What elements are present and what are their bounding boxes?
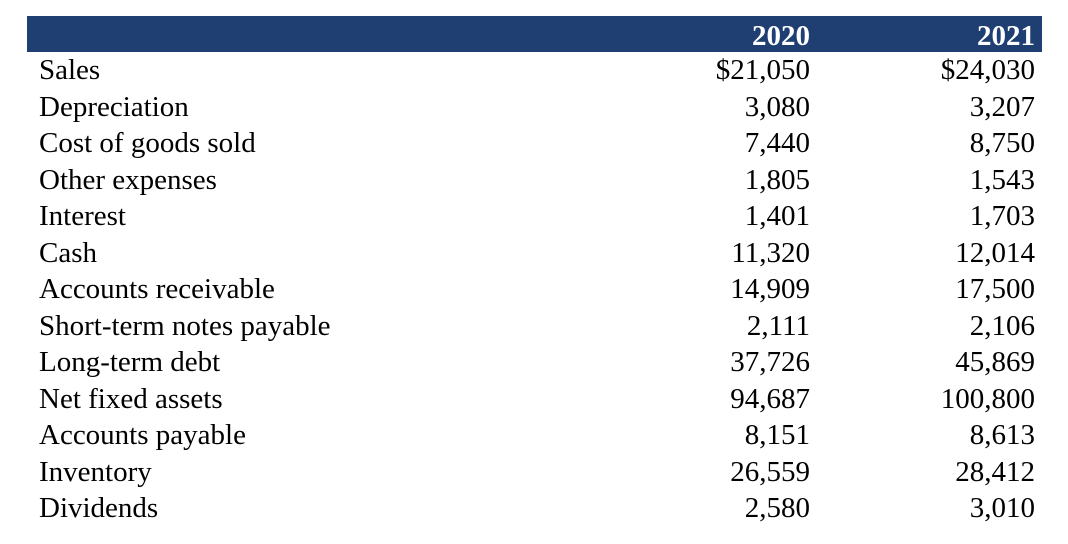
value-2021: 8,750: [969, 127, 1035, 159]
value-2020: 1,401: [744, 200, 810, 232]
table-row: [27, 344, 1042, 381]
row-label: Net fixed assets: [39, 382, 223, 415]
table-row: [27, 162, 1042, 199]
row-label: Interest: [39, 200, 126, 232]
value-2021: 45,869: [955, 346, 1035, 378]
value-2021: 100,800: [940, 382, 1035, 415]
table-row: [27, 308, 1042, 345]
row-label: Sales: [39, 54, 101, 86]
row-label: Inventory: [39, 455, 152, 488]
table-row: [27, 490, 1042, 527]
row-label: Other expenses: [39, 163, 217, 196]
value-2021: 28,412: [955, 455, 1035, 488]
row-label: Accounts payable: [39, 419, 246, 451]
table-row: [27, 271, 1042, 308]
row-label: Short-term notes payable: [39, 309, 331, 342]
value-2020: 14,909: [730, 273, 810, 305]
financial-data-table: [27, 16, 1042, 527]
value-2020: 8,151: [744, 419, 810, 451]
value-2020: $21,050: [715, 54, 810, 86]
table-row: [27, 417, 1042, 454]
row-label: Cash: [39, 236, 97, 269]
value-2021: 2,106: [969, 309, 1035, 342]
table-row: [27, 198, 1042, 235]
table-row: [27, 89, 1042, 126]
column-header-2021: 2021: [977, 20, 1035, 52]
value-2020: 3,080: [744, 90, 810, 123]
table-row: [27, 381, 1042, 418]
row-label: Cost of goods sold: [39, 127, 256, 159]
table-row: [27, 235, 1042, 272]
value-2021: 3,207: [969, 90, 1035, 123]
value-2021: 8,613: [969, 419, 1035, 451]
row-label: Accounts receivable: [39, 273, 275, 305]
table-row: [27, 125, 1042, 162]
value-2020: 37,726: [730, 346, 810, 378]
value-2021: 1,703: [969, 200, 1035, 232]
value-2021: $24,030: [940, 54, 1035, 86]
table-header-row: [27, 16, 1042, 52]
value-2020: 2,580: [744, 492, 810, 524]
row-label: Long-term debt: [39, 346, 221, 378]
value-2020: 7,440: [744, 127, 810, 159]
value-2021: 1,543: [969, 163, 1035, 196]
value-2021: 3,010: [969, 492, 1035, 524]
value-2020: 26,559: [730, 455, 810, 488]
table-row: [27, 52, 1042, 89]
value-2020: 94,687: [730, 382, 810, 415]
value-2021: 12,014: [955, 236, 1035, 269]
row-label: Depreciation: [39, 90, 189, 123]
value-2020: 1,805: [744, 163, 810, 196]
value-2021: 17,500: [955, 273, 1035, 305]
table-row: [27, 454, 1042, 491]
value-2020: 11,320: [731, 236, 810, 269]
row-label: Dividends: [39, 492, 159, 524]
value-2020: 2,111: [746, 309, 810, 342]
column-header-2020: 2020: [752, 20, 810, 52]
